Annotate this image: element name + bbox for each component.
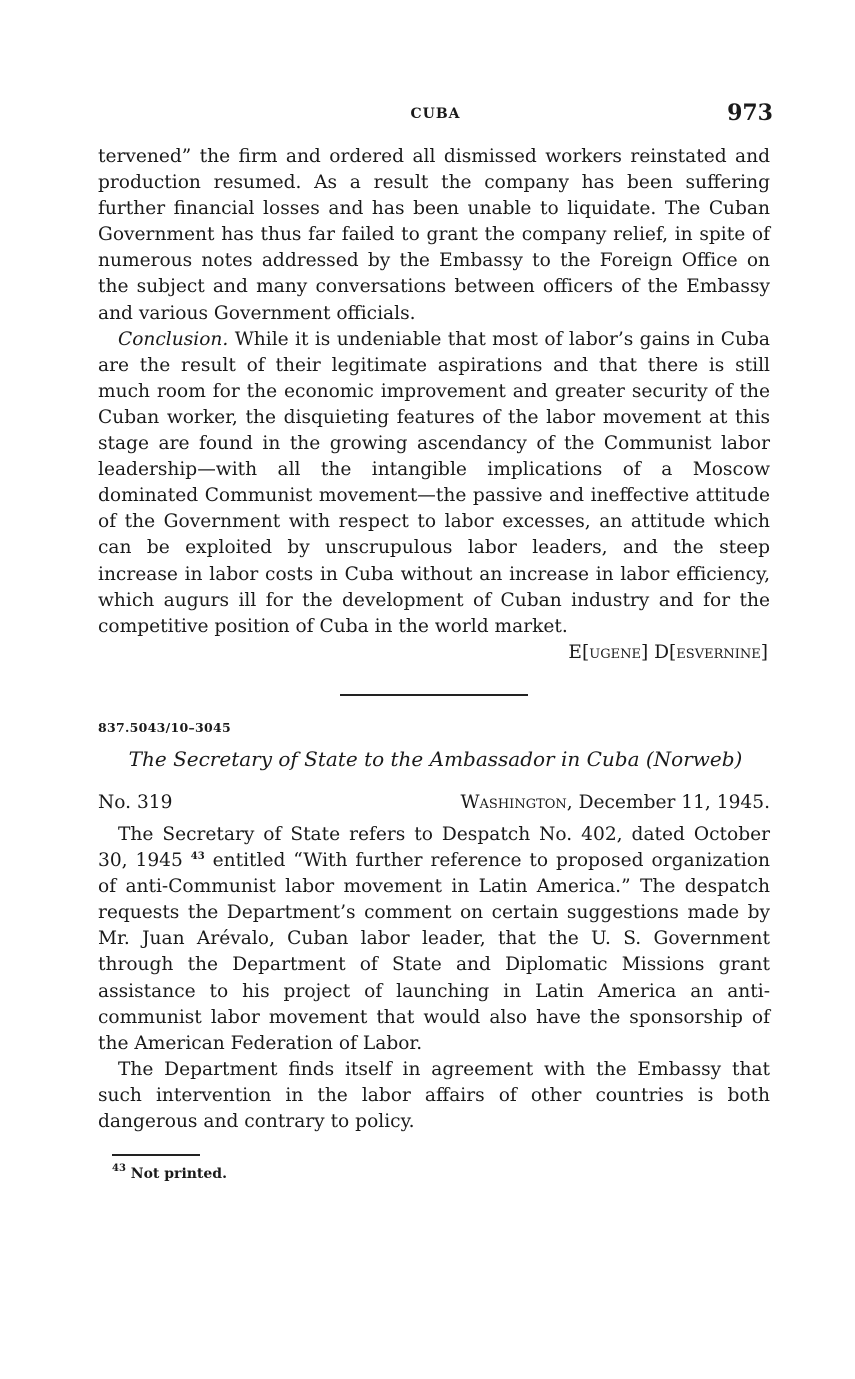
section-divider [340,694,528,696]
footnote-text: Not printed. [130,1166,227,1182]
dateline-place: Washington [460,792,567,813]
despatch-body [98,822,770,1135]
running-title: CUBA [410,106,461,122]
paragraph-despatch-1 [98,822,770,1057]
conclusion-lead: Conclusion. [118,328,229,350]
footnote-reference[interactable]: 43 [190,851,205,863]
signature-initial-e: E [568,642,582,663]
signature-rest-esvernine: esvernine [676,642,761,663]
paragraph-conclusion [98,327,770,640]
signature: E[ugene] D[esvernine] [568,642,768,663]
despatch-number: No. 319 [98,792,173,813]
footnote [112,1163,227,1182]
document-title: The Secretary of State to the Ambassador in Cuba (Norweb) [128,747,743,771]
section-continuation [98,144,770,640]
despatch-text-b: entitled “With further reference to proposed organization of anti-Communist labor movement in Latin America.” The despatch requests the Department’s comment on certain suggestions made by Mr. Juan Arévalo, Cuban labor leader, that the U. S. Government through the Department of State and Diplomatic Missions grant assistance to his project of launching in Latin America an anti-communist labor movement that would also have the sponsorship of the American Federation of Labor. [98,850,770,1054]
despatch-text-a: The Secretary of State refers to Despatch No. 402, dated October 30, 1945 [98,824,770,872]
page-number: 973 [727,100,773,126]
paragraph-continuation: tervened” the firm and ordered all dismissed workers reinstated and production resumed. As a result the company has been suffering further financial losses and has been unable to liquidate. The Cuban Government has thus far failed to grant the company relief, in spite of numerous notes addressed by the Embassy to the Foreign Office on the subject and many conversations between officers of the Embassy and various Government officials. [98,146,770,324]
signature-initial-d: D [654,642,670,663]
footnote-divider [112,1154,200,1156]
dateline-date: December 11, 1945. [578,792,770,813]
paragraph-despatch-2: The Department finds itself in agreement with the Embassy that such intervention in the labor affairs of other countries is both dangerous and contrary to policy. [98,1058,770,1133]
file-reference: 837.5043/10–3045 [98,720,232,735]
page-header [98,100,773,130]
conclusion-text: While it is undeniable that most of labor’s gains in Cuba are the result of their legitimate aspirations and that there is still much room for the economic improvement and greater security of the Cuban worker, the disquieting features of the labor movement at this stage are found in the growing ascendancy of the Communist labor leadership—with all the intangible implications of a Moscow dominated Communist movement—the passive and ineffective attitude of the Government with respect to labor excesses, an attitude which can be exploited by unscrupulous labor leaders, and the steep increase in labor costs in Cuba without an increase in labor efficiency, which augurs ill for the development of Cuban industry and for the competitive position of Cuba in the world market. [98,328,770,637]
signature-rest-ugene: ugene [589,642,641,663]
dateline: Washington, December 11, 1945. [460,792,770,813]
footnote-marker: 43 [112,1163,126,1174]
